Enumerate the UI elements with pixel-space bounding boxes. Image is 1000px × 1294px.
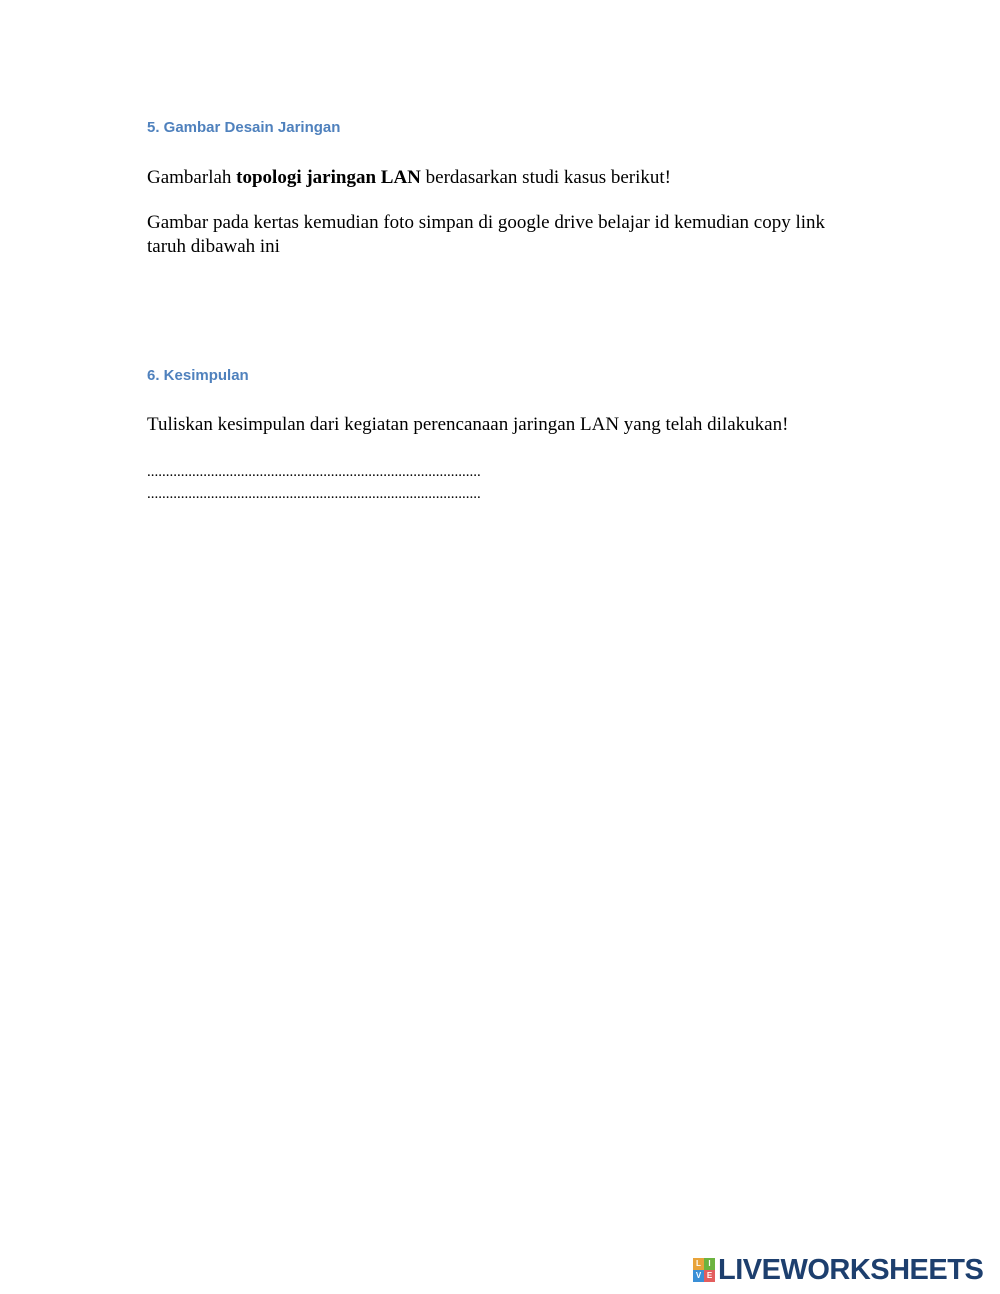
note-line-2: taruh dibawah ini	[147, 236, 280, 257]
section-6-instruction: Tuliskan kesimpulan dari kegiatan perencanaan jaringan LAN yang telah dilakukan!	[147, 414, 789, 435]
section-5-instruction	[147, 166, 867, 190]
answer-line-2[interactable]: .........................................................................................	[147, 486, 481, 502]
logo-mark-letter: E	[704, 1270, 715, 1282]
section-6-heading: 6. Kesimpulan	[147, 367, 249, 384]
logo-mark-letter: L	[693, 1258, 704, 1270]
instruction-suffix: berdasarkan studi kasus berikut!	[420, 167, 672, 188]
liveworksheets-logo	[693, 1255, 983, 1285]
logo-text: LIVEWORKSHEETS	[718, 1254, 984, 1286]
section-5-heading: 5. Gambar Desain Jaringan	[147, 119, 341, 136]
section-5-note	[147, 211, 867, 259]
logo-mark-letter: I	[704, 1258, 715, 1270]
logo-mark-letter: V	[693, 1270, 704, 1282]
instruction-bold-term: topologi jaringan LAN	[236, 167, 421, 188]
instruction-prefix: Gambarlah	[147, 167, 237, 188]
liveworksheets-logo-mark-icon	[693, 1258, 715, 1282]
answer-line-1[interactable]: .........................................................................................	[147, 464, 481, 480]
note-line-1: Gambar pada kertas kemudian foto simpan di google drive belajar id kemudian copy link	[147, 212, 825, 233]
